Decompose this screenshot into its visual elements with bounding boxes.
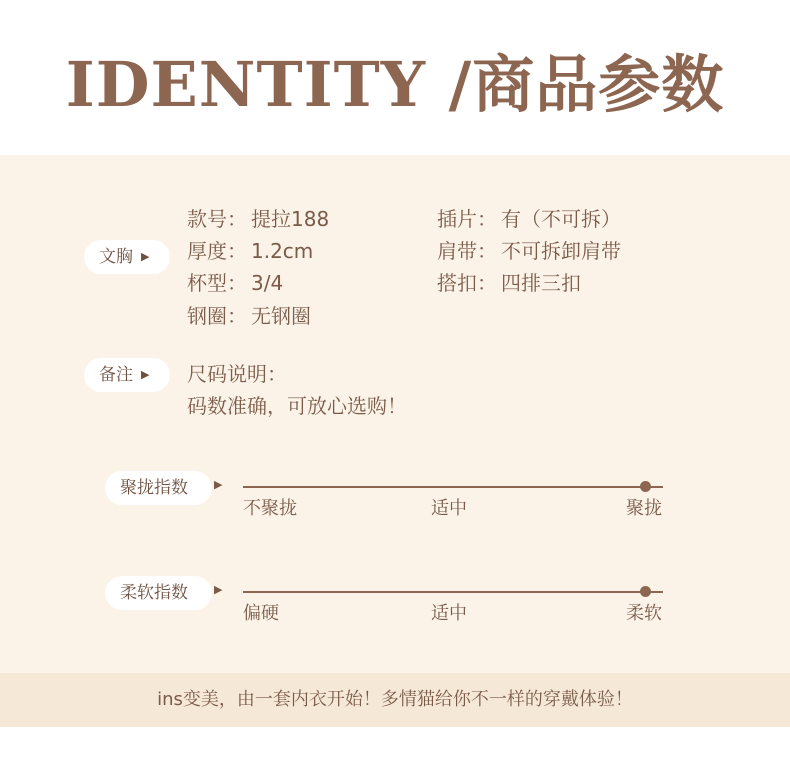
footer-slogan: ins变美，由一套内衣开始！多情猫给你不一样的穿戴体验！	[0, 673, 790, 727]
pushup-scale-low: 不聚拢	[243, 498, 297, 519]
spec-label: 钢圈	[187, 304, 227, 328]
spec-colon: ：	[477, 207, 497, 231]
spec-label: 插片	[437, 207, 477, 231]
spec-label: 厚度	[187, 239, 227, 263]
pushup-scale-high: 聚拢	[626, 498, 662, 519]
spec-value: 无钢圈	[251, 304, 311, 328]
spec-clasp	[437, 267, 581, 299]
softness-scale-marker	[640, 586, 651, 597]
notes-size-text: 码数准确，可放心选购！	[187, 394, 407, 418]
triangle-right-icon: ▶	[141, 368, 150, 381]
triangle-right-icon: ▶	[214, 478, 223, 491]
notes-badge-label: 备注	[99, 365, 133, 385]
spec-label: 搭扣	[437, 271, 477, 295]
spec-style-number	[187, 203, 329, 235]
spec-label: 肩带	[437, 239, 477, 263]
notes-badge	[84, 358, 170, 392]
spec-colon: ：	[227, 304, 247, 328]
spec-value: 有（不可拆）	[501, 207, 621, 231]
spec-value: 提拉188	[251, 207, 330, 231]
spec-underwire	[187, 300, 311, 332]
softness-scale-low: 偏硬	[243, 603, 279, 624]
pushup-badge-label: 聚拢指数	[120, 478, 188, 498]
spec-colon: ：	[477, 239, 497, 263]
triangle-right-icon: ▶	[214, 583, 223, 596]
pushup-scale-mid: 适中	[431, 498, 467, 519]
spec-insert	[437, 203, 621, 235]
softness-scale-high: 柔软	[626, 603, 662, 624]
bra-badge-label: 文胸	[99, 247, 133, 267]
spec-label: 杯型	[187, 271, 227, 295]
spec-value: 四排三扣	[501, 271, 581, 295]
spec-label: 款号	[187, 207, 227, 231]
spec-value: 不可拆卸肩带	[501, 239, 621, 263]
spec-thickness	[187, 235, 313, 267]
bra-badge	[84, 240, 170, 274]
spec-value: 1.2cm	[251, 239, 314, 263]
pushup-scale-marker	[640, 481, 651, 492]
spec-cup-type	[187, 267, 283, 299]
spec-colon: ：	[227, 207, 247, 231]
spec-strap	[437, 235, 621, 267]
triangle-right-icon: ▶	[141, 250, 150, 263]
softness-scale-track	[243, 591, 663, 593]
pushup-scale-track	[243, 486, 663, 488]
softness-badge	[105, 576, 212, 610]
spec-colon: ：	[227, 239, 247, 263]
pushup-badge	[105, 471, 212, 505]
spec-colon: ：	[227, 271, 247, 295]
softness-scale-mid: 适中	[431, 603, 467, 624]
notes-size-heading: 尺码说明：	[187, 362, 287, 386]
spec-colon: ：	[477, 271, 497, 295]
page-title: IDENTITY /商品参数	[65, 48, 725, 121]
spec-value: 3/4	[251, 271, 284, 295]
softness-badge-label: 柔软指数	[120, 583, 188, 603]
